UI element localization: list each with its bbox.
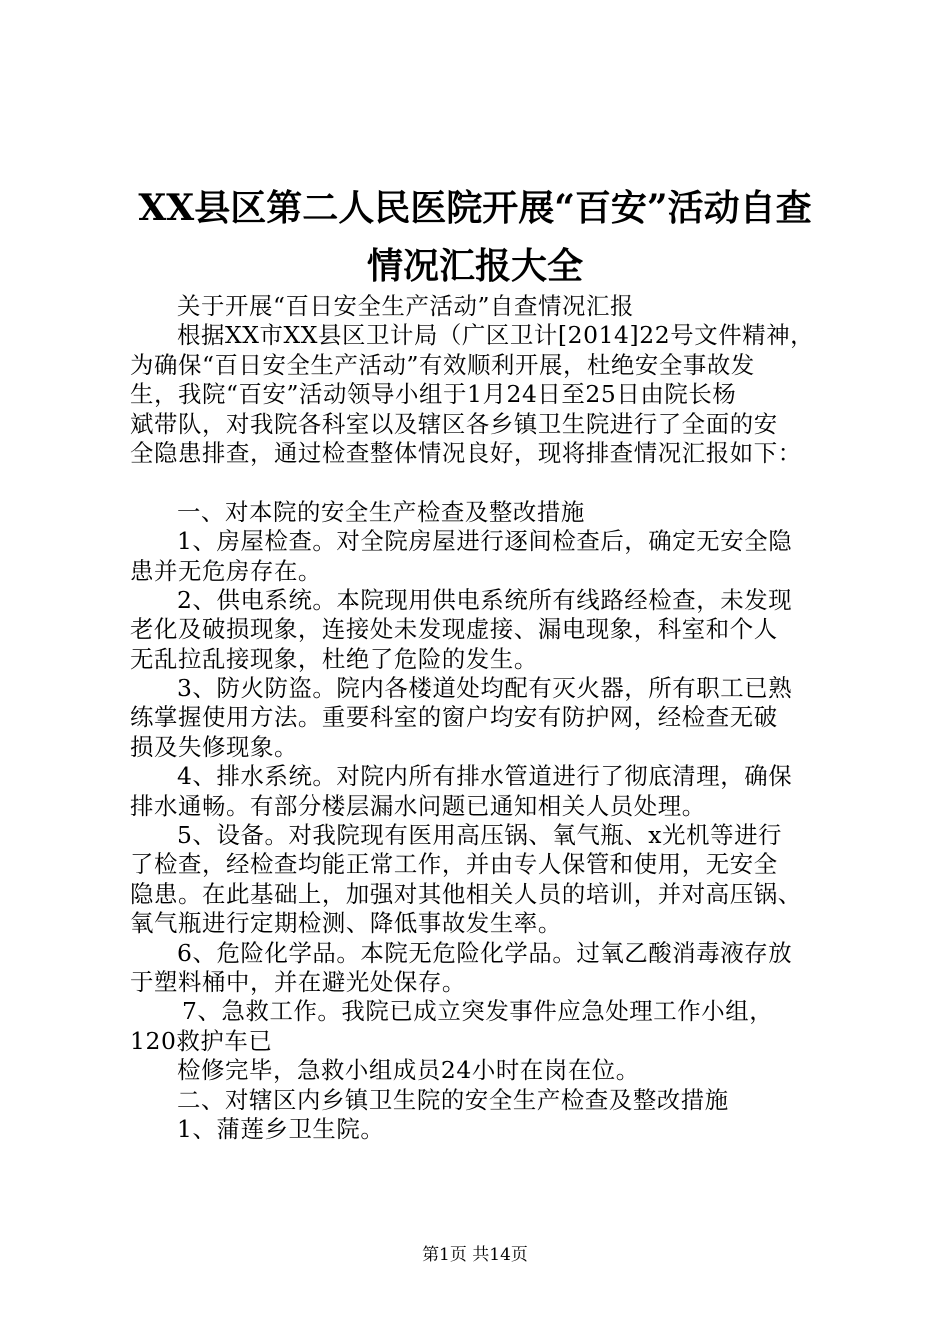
item-7-line: 7、急救工作。我院已成立突发事件应急处理工作小组， (182, 997, 774, 1026)
document-title-line-2: 情况汇报大全 (366, 245, 583, 287)
item-5-line: 隐患。在此基础上，加强对其他相关人员的培训，并对高压锅、 (130, 879, 802, 908)
item-2-line: 老化及破损现象，连接处未发现虚接、漏电现象，科室和个人 (130, 615, 778, 644)
item-2-line: 无乱拉乱接现象，杜绝了危险的发生。 (130, 644, 538, 673)
document-body (130, 292, 830, 1144)
item-5-line: 5、设备。对我院现有医用高压锅、氧气瓶、x光机等进行 (177, 821, 783, 850)
subitem-1-line: 1、蒲莲乡卫生院。 (177, 1114, 385, 1143)
item-1-line: 1、房屋检查。对全院房屋进行逐间检查后，确定无安全隐 (177, 527, 793, 556)
item-6-line: 6、危险化学品。本院无危险化学品。过氧乙酸消毒液存放 (177, 938, 793, 967)
item-1-line: 患并无危房存在。 (130, 556, 322, 585)
intro-paragraph-line: 斌带队，对我院各科室以及辖区各乡镇卫生院进行了全面的安 (130, 409, 778, 438)
item-3-line: 3、防火防盗。院内各楼道处均配有灭火器，所有职工已熟 (177, 674, 793, 703)
report-subtitle: 关于开展“百日安全生产活动”自查情况汇报 (177, 292, 634, 320)
page-number-footer: 第1页 共14页 (422, 1245, 528, 1265)
item-4-line: 4、排水系统。对院内所有排水管道进行了彻底清理，确保 (177, 762, 793, 791)
item-3-line: 损及失修现象。 (130, 732, 298, 761)
blank-line (130, 468, 830, 497)
item-5-line: 了检查，经检查均能正常工作，并由专人保管和使用，无安全 (130, 850, 778, 879)
intro-paragraph-line: 全隐患排查，通过检查整体情况良好，现将排查情况汇报如下： (130, 438, 802, 467)
item-5-line: 氧气瓶进行定期检测、降低事故发生率。 (130, 909, 562, 938)
intro-paragraph-line: 生，我院“百安”活动领导小组于1月24日至25日由院长杨 (130, 380, 737, 409)
item-7-line: 120救护车已 (130, 1026, 273, 1055)
item-3-line: 练掌握使用方法。重要科室的窗户均安有防护网，经检查无破 (130, 703, 778, 732)
section-heading-2: 二、对辖区内乡镇卫生院的安全生产检查及整改措施 (177, 1085, 729, 1114)
item-2-line: 2、供电系统。本院现用供电系统所有线路经检查，未发现 (177, 585, 793, 614)
item-7-line: 检修完毕，急救小组成员24小时在岗在位。 (177, 1056, 640, 1085)
section-heading-1: 一、对本院的安全生产检查及整改措施 (177, 497, 585, 526)
intro-paragraph-line: 为确保“百日安全生产活动”有效顺利开展，杜绝安全事故发 (130, 350, 755, 379)
item-4-line: 排水通畅。有部分楼层漏水问题已通知相关人员处理。 (130, 791, 706, 820)
document-title-line-1: XX县区第二人民医院开展“百安”活动自查 (138, 187, 812, 229)
item-6-line: 于塑料桶中，并在避光处保存。 (130, 967, 466, 996)
intro-paragraph-line: 根据XX市XX县区卫计局（广区卫计[2014]22号文件精神， (177, 321, 815, 350)
